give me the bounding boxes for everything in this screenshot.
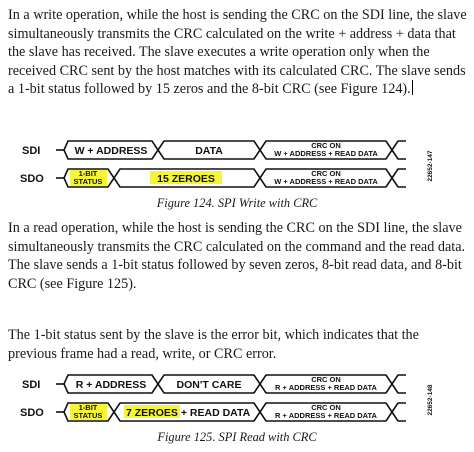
figure-code: 22652-147	[427, 150, 434, 182]
sdo-crc-operands: W + ADDRESS + READ DATA	[274, 177, 378, 186]
sdo-status-bottom: STATUS	[73, 411, 103, 420]
figure-125-timing-diagram	[0, 370, 474, 428]
sdo-crc-operands: R + ADDRESS + READ DATA	[275, 411, 377, 420]
figure-125-caption: Figure 125. SPI Read with CRC	[157, 430, 317, 444]
sdi-data: DATA	[195, 145, 223, 157]
sdo-status-top: 1-BIT	[78, 169, 98, 178]
sdi-crc-operands: W + ADDRESS + READ DATA	[274, 149, 378, 158]
paragraph-status-bit: The 1-bit status sent by the slave is the error bit, which indicates that the previous frame had a read, write, or CRC error.	[8, 327, 419, 362]
figure-124-timing-diagram	[0, 136, 474, 194]
figure-124-caption: Figure 124. SPI Write with CRC	[156, 196, 318, 210]
paragraph-read-operation: In a read operation, while the host is sending the CRC on the SDI line, the slave simultaneously transmits the CRC calculated on the command and the read data. The slave sends a 1-bit status followed by seven zeros, 8-bit read data, and 8-bit CRC (see Figure 125).	[8, 220, 466, 292]
sdi-crc-operands: R + ADDRESS + READ DATA	[275, 383, 377, 392]
sdo-zeroes-read-data	[126, 407, 251, 419]
sdo-crc-on: CRC ON	[311, 169, 341, 178]
sdo-15-zeroes: 15 ZEROES	[157, 173, 215, 185]
sdi-write-address: W + ADDRESS	[74, 145, 148, 157]
sdo-crc-on: CRC ON	[311, 403, 341, 412]
sdi-read-address: R + ADDRESS	[75, 379, 147, 391]
sdo-7-zeroes: 7 ZEROES	[126, 407, 178, 419]
sdi-crc-on: CRC ON	[311, 141, 341, 150]
sdo-label: SDO	[20, 407, 44, 419]
paragraph-write-operation: In a write operation, while the host is sending the CRC on the SDI line, the slave simultaneously transmits the CRC calculated on the write + address + data that the slave has received. The slave executes a write operation only when the received CRC sent by the host matches with its calculated CRC. The slave sends a 1-bit status followed by 15 zeros and the 8-bit CRC (see Figure 124).	[8, 7, 467, 98]
sdi-label: SDI	[22, 145, 41, 157]
sdi-crc-on: CRC ON	[311, 375, 341, 384]
sdi-dont-care: DON'T CARE	[176, 379, 242, 391]
sdo-status-bottom: STATUS	[73, 177, 103, 186]
sdo-label: SDO	[20, 173, 44, 185]
figure-code: 22652-148	[427, 384, 434, 416]
sdi-label: SDI	[22, 379, 41, 391]
text-cursor	[412, 80, 413, 95]
sdo-read-data: + READ DATA	[177, 407, 251, 419]
sdo-status-top: 1-BIT	[78, 403, 98, 412]
